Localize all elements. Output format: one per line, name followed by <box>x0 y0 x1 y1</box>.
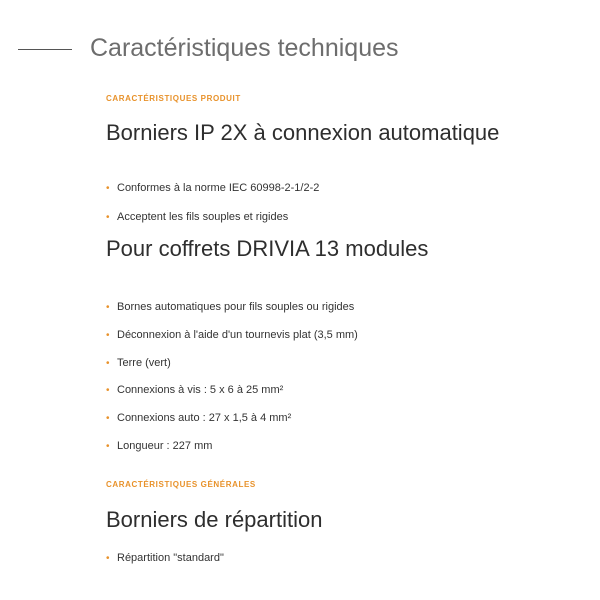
bullet-dot-icon: • <box>106 385 110 396</box>
bullet-dot-icon: • <box>106 330 110 341</box>
list-item: • Conformes à la norme IEC 60998-2-1/2-2 <box>106 182 320 194</box>
list-item: • Répartition "standard" <box>106 552 224 564</box>
bullet-dot-icon: • <box>106 302 110 313</box>
page-title: Caractéristiques techniques <box>90 34 399 62</box>
bullet-dot-icon: • <box>106 413 110 424</box>
list-item: • Acceptent les fils souples et rigides <box>106 211 289 223</box>
list-item: • Bornes automatiques pour fils souples ou rigides <box>106 301 355 313</box>
list-item: • Connexions à vis : 5 x 6 à 25 mm² <box>106 384 284 396</box>
heading-borniers-repartition: Borniers de répartition <box>106 507 323 532</box>
bullet-dot-icon: • <box>106 553 110 564</box>
heading-borniers-ip2x: Borniers IP 2X à connexion automatique <box>106 120 500 145</box>
bullet-dot-icon: • <box>106 358 110 369</box>
bullet-dot-icon: • <box>106 441 110 452</box>
list-item: • Terre (vert) <box>106 357 171 369</box>
section-label-produit: CARACTÉRISTIQUES PRODUIT <box>106 94 241 103</box>
section-label-generales: CARACTÉRISTIQUES GÉNÉRALES <box>106 480 256 489</box>
list-item: • Déconnexion à l'aide d'un tournevis plat (3,5 mm) <box>106 329 358 341</box>
heading-coffrets-drivia: Pour coffrets DRIVIA 13 modules <box>106 236 429 261</box>
list-item: • Connexions auto : 27 x 1,5 à 4 mm² <box>106 412 292 424</box>
list-item: • Longueur : 227 mm <box>106 440 213 452</box>
bullet-dot-icon: • <box>106 212 110 223</box>
page-header <box>0 32 600 68</box>
bullet-dot-icon: • <box>106 183 110 194</box>
header-divider-line <box>18 49 72 50</box>
